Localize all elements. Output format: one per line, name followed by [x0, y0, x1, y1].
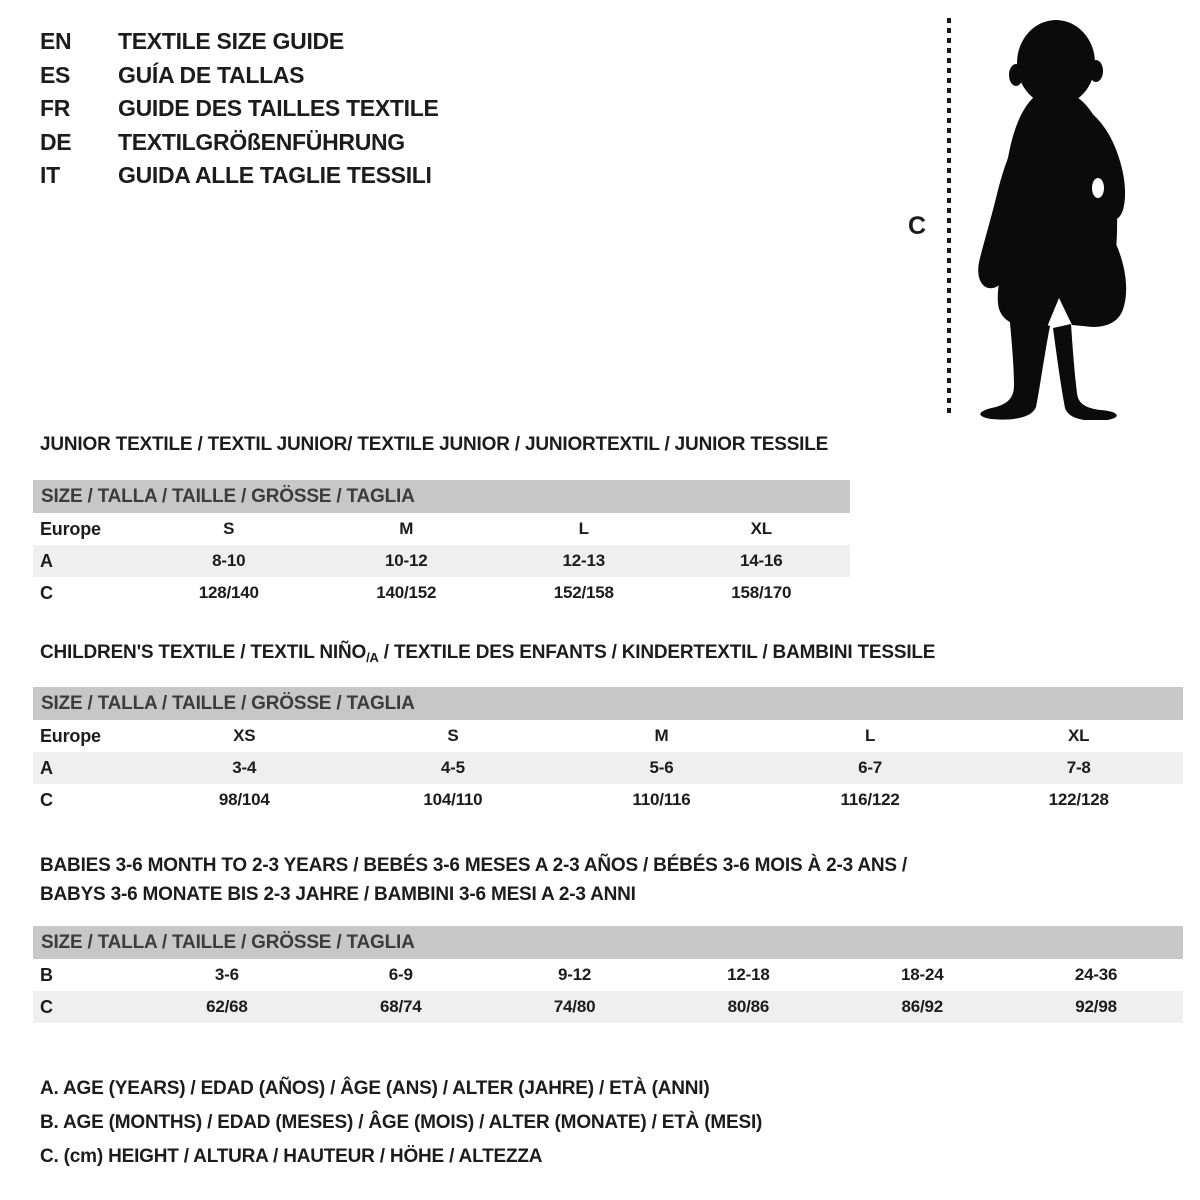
- size-cell: 18-24: [900, 965, 944, 984]
- size-cell: 6-9: [388, 965, 413, 984]
- size-cell: 14-16: [740, 551, 783, 570]
- legend-line-height-cm: C. (cm) HEIGHT / ALTURA / HAUTEUR / HÖHE / ALTEZZA: [40, 1146, 543, 1167]
- baby-silhouette: [955, 12, 1150, 420]
- language-row-en: [40, 25, 439, 59]
- size-cell: 4-5: [440, 758, 465, 777]
- size-cell: S: [223, 519, 235, 538]
- measurement-legend: [40, 1072, 762, 1174]
- size-cell: 116/122: [840, 790, 900, 809]
- size-cell: 104/110: [423, 790, 483, 809]
- row-label: B: [40, 964, 53, 985]
- language-row-fr: [40, 92, 439, 126]
- size-cell: 12-13: [562, 551, 605, 570]
- section-title-children-text: / TEXTILE DES ENFANTS / KINDERTEXTIL / BAMBINI TESSILE: [378, 642, 936, 663]
- size-cell: M: [399, 519, 414, 538]
- size-cell: 7-8: [1066, 758, 1091, 777]
- size-cell: S: [447, 726, 459, 745]
- size-cell: 9-12: [557, 965, 592, 984]
- size-cell: 140/152: [376, 583, 437, 602]
- language-row-es: [40, 59, 439, 93]
- guide-title-de: TEXTILGRÖßENFÜHRUNG: [118, 128, 405, 155]
- legend-line-age-months: B. AGE (MONTHS) / EDAD (MESES) / ÂGE (MOIS) / ALTER (MONATE) / ETÀ (MESI): [40, 1112, 763, 1133]
- language-code: EN: [40, 28, 72, 54]
- guide-title-fr: GUIDE DES TAILLES TEXTILE: [118, 95, 439, 121]
- size-cell: 10-12: [385, 551, 428, 570]
- table-row: [33, 545, 850, 577]
- section-title-children-subscript: /A: [366, 650, 379, 665]
- row-label: A: [40, 550, 53, 571]
- size-table-header: SIZE / TALLA / TAILLE / GRÖSSE / TAGLIA: [33, 926, 1183, 959]
- row-label: Europe: [40, 518, 101, 539]
- junior-size-table: [33, 480, 850, 609]
- language-row-it: [40, 159, 439, 193]
- size-cell: 128/140: [198, 583, 259, 602]
- size-cell: 3-4: [232, 758, 257, 777]
- size-cell: 86/92: [901, 997, 943, 1016]
- table-row: [33, 513, 850, 545]
- size-cell: 98/104: [218, 790, 270, 809]
- table-row: [33, 752, 1183, 784]
- table-row: [33, 991, 1183, 1023]
- size-cell: 74/80: [553, 997, 596, 1016]
- size-cell: 3-6: [214, 965, 239, 984]
- section-title-junior: JUNIOR TEXTILE / TEXTIL JUNIOR/ TEXTILE JUNIOR / JUNIORTEXTIL / JUNIOR TESSILE: [40, 434, 829, 455]
- section-title-children-text: CHILDREN'S TEXTILE / TEXTIL NIÑO: [40, 642, 367, 663]
- row-label: C: [40, 789, 53, 810]
- size-cell: L: [578, 519, 589, 538]
- language-code: IT: [40, 162, 60, 188]
- babies-size-table: [33, 926, 1183, 1023]
- table-row: [33, 577, 850, 609]
- size-cell: 80/86: [727, 997, 770, 1016]
- size-cell: L: [864, 726, 876, 745]
- guide-title-it: GUIDA ALLE TAGLIE TESSILI: [118, 162, 432, 188]
- size-table-header: SIZE / TALLA / TAILLE / GRÖSSE / TAGLIA: [33, 480, 850, 513]
- size-cell: 8-10: [212, 551, 246, 570]
- table-row: [33, 784, 1183, 816]
- size-cell: 5-6: [649, 758, 674, 777]
- row-label: C: [40, 996, 53, 1017]
- section-title-babies-line1: BABIES 3-6 MONTH TO 2-3 YEARS / BEBÉS 3-6 MESES A 2-3 AÑOS / BÉBÉS 3-6 MOIS À 2-3 ANS /: [40, 855, 908, 876]
- language-list: [40, 25, 439, 193]
- size-cell: M: [654, 726, 669, 745]
- children-size-table: [33, 687, 1183, 816]
- legend-line-age-years: A. AGE (YEARS) / EDAD (AÑOS) / ÂGE (ANS) / ALTER (JAHRE) / ETÀ (ANNI): [40, 1078, 710, 1099]
- size-cell: 152/158: [553, 583, 614, 602]
- language-code: FR: [40, 95, 71, 121]
- section-title-children: [40, 642, 935, 665]
- guide-title-es: GUÍA DE TALLAS: [118, 61, 305, 88]
- size-cell: 68/74: [379, 997, 422, 1016]
- language-row-de: [40, 126, 439, 160]
- size-cell: 12-18: [727, 965, 770, 984]
- size-cell: 122/128: [1048, 790, 1109, 809]
- size-cell: XS: [233, 726, 256, 745]
- language-code: DE: [40, 128, 72, 155]
- height-measure-dashed-line: [947, 18, 951, 414]
- size-cell: 110/116: [632, 790, 691, 809]
- table-row: [33, 720, 1183, 752]
- language-code: ES: [40, 61, 71, 88]
- size-cell: 158/170: [731, 583, 792, 602]
- size-cell: XL: [1068, 726, 1090, 745]
- size-cell: 24-36: [1074, 965, 1118, 984]
- row-label: C: [40, 582, 53, 603]
- section-title-babies-line2: BABYS 3-6 MONATE BIS 2-3 JAHRE / BAMBINI 3-6 MESI A 2-3 ANNI: [40, 884, 636, 905]
- size-cell: 6-7: [858, 758, 883, 777]
- table-row: [33, 959, 1183, 991]
- size-cell: 62/68: [206, 997, 248, 1016]
- size-table-header: SIZE / TALLA / TAILLE / GRÖSSE / TAGLIA: [33, 687, 1183, 720]
- guide-title-en: TEXTILE SIZE GUIDE: [118, 28, 344, 54]
- row-label: A: [40, 757, 53, 778]
- size-cell: XL: [750, 519, 772, 538]
- row-label: Europe: [40, 725, 101, 746]
- size-cell: 92/98: [1075, 997, 1117, 1016]
- height-measure-label: C: [908, 212, 927, 240]
- section-title-babies: [40, 851, 907, 909]
